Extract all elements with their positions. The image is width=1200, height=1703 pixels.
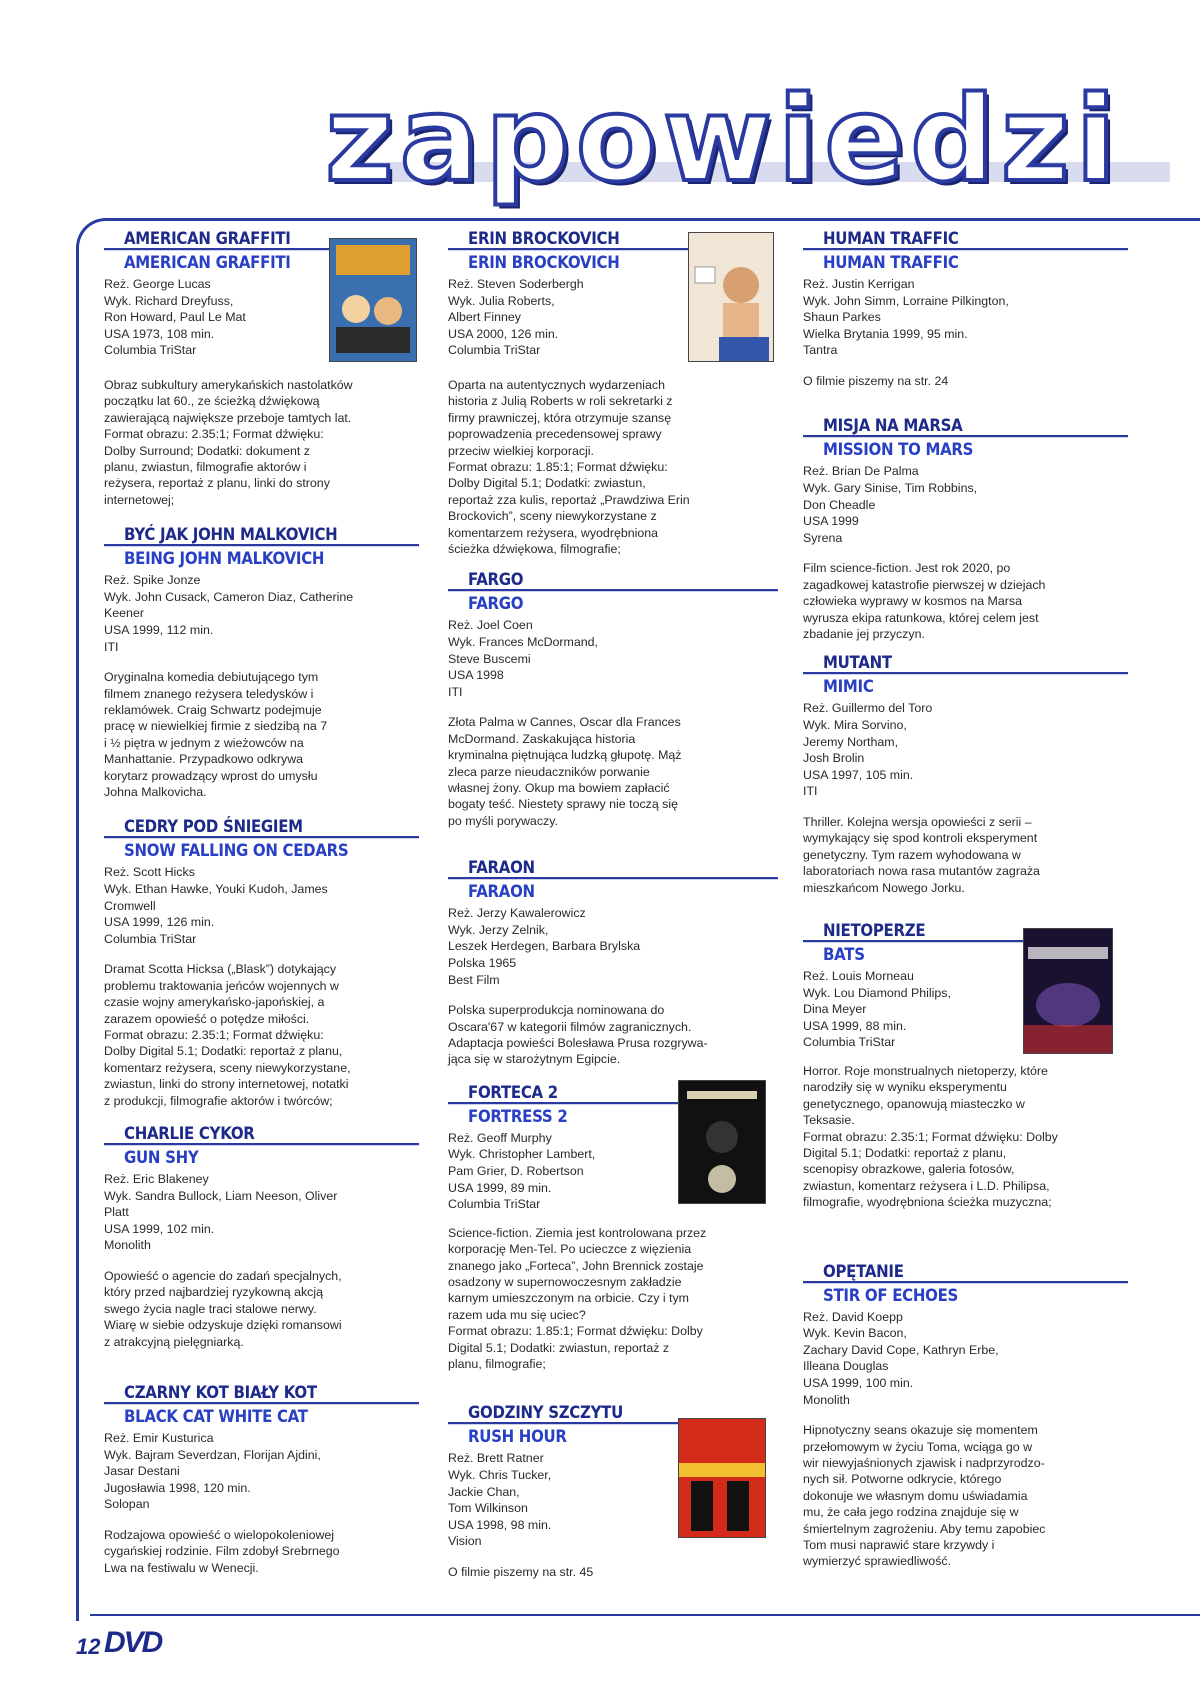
film-title-pl: AMERICAN GRAFFITI [124, 228, 291, 249]
film-entry-fortress-2 [448, 1080, 668, 1213]
film-credits: Reż. Jerzy Kawalerowicz Wyk. Jerzy Zelnik, Leszek Herdegen, Barbara Brylska Polska 1965 Best Film [448, 906, 641, 987]
film-description: Rodzajowa opowieść o wielopokoleniowej cygańskiej rodzinie. Film zdobył Srebrnego Lwa na festiwalu w Wenecji. [104, 1528, 340, 1575]
film-title-pl: OPĘTANIE [823, 1260, 904, 1281]
film-entry-gun-shy [104, 1121, 419, 1350]
film-description: Oparta na autentycznych wydarzeniach historia z Julią Roberts w roli sekretarki z firmy prawniczej, która otrzymuje szansę poprowadzenia precedensowej sprawy przeciw wielkiej korporacji. Format obrazu: 1.85:1; Format dźwięku: Dolby Digital 5.1; Dodatki: zwiastun, reportaż zza kulis, reportaż „Prawdziwa Erin Brockovich”, sceny niewykorzystane z komentarzem reżysera, wyodrębniona ścieżka dźwiękowa, filmografie; [448, 377, 690, 557]
film-credits: Reż. Steven Soderbergh Wyk. Julia Roberts, Albert Finney USA 2000, 126 min. Columbia TriStar [448, 277, 584, 358]
film-credits: Reż. David Koepp Wyk. Kevin Bacon, Zachary David Cope, Kathryn Erbe, Illeana Douglas USA 1999, 100 min. Monolith [803, 1309, 999, 1407]
film-title-pl: MUTANT [823, 652, 892, 673]
film-title-pl: FARGO [468, 569, 524, 590]
film-title-pl: HUMAN TRAFFIC [823, 228, 959, 249]
film-description: Thriller. Kolejna wersja opowieści z serii – wymykający się spod kontroli eksperyment genetyczny. Tym razem wyhodowana w laboratoriach nowa rasa mutantów zagraża mieszkańcom Nowego Jorku. [803, 814, 1040, 895]
film-credits: Reż. Guillermo del Toro Wyk. Mira Sorvino, Jeremy Northam, Josh Brolin USA 1997, 105 min. ITI [803, 701, 933, 799]
film-credits: Reż. Scott Hicks Wyk. Ethan Hawke, Youki Kudoh, James Cromwell USA 1999, 126 min. Columbia TriStar [104, 865, 328, 946]
column-1 [104, 226, 419, 1576]
film-entry-erin-brockovich [448, 226, 688, 359]
film-title-original: RUSH HOUR [448, 1422, 688, 1449]
film-desc-fortress-2 [448, 1225, 778, 1373]
film-desc-american-graffiti [104, 377, 419, 508]
film-entry-black-cat-white-cat [104, 1380, 419, 1576]
film-title-original: AMERICAN GRAFFITI [104, 248, 339, 275]
film-title-original: FARGO [448, 589, 778, 616]
film-entry-bats [803, 918, 1013, 1051]
page-title: zapowiedzi [325, 70, 1122, 208]
film-entry-american-graffiti [104, 226, 319, 359]
film-entry-rush-hour [448, 1400, 668, 1580]
film-description: Polska superprodukcja nominowana do Oscara'67 w kategorii filmów zagranicznych. Adaptacja powieści Bolesława Prusa rozgrywa- jąca się w starożytnym Egipcie. [448, 1003, 708, 1067]
dvd-cover-fortress-2 [678, 1080, 766, 1204]
film-credits: Reż. Brett Ratner Wyk. Chris Tucker, Jackie Chan, Tom Wilkinson USA 1998, 98 min. Vision [448, 1451, 552, 1549]
film-credits: Reż. Geoff Murphy Wyk. Christopher Lambert, Pam Grier, D. Robertson USA 1999, 89 min. Columbia TriStar [448, 1130, 596, 1212]
bats-block [803, 918, 1128, 1211]
film-credits: Reż. Justin Kerrigan Wyk. John Simm, Lorraine Pilkington, Shaun Parkes Wielka Brytania 1999, 95 min. Tantra [803, 277, 1009, 358]
film-title-original: MIMIC [803, 672, 1128, 699]
film-title-original: SNOW FALLING ON CEDARS [104, 836, 419, 863]
film-title-pl: MISJA NA MARSA [823, 415, 963, 436]
film-entry-stir-of-echoes [803, 1259, 1128, 1570]
dvd-cover-rush-hour [678, 1418, 766, 1538]
film-description: Obraz subkultury amerykańskich nastolatków początku lat 60., ze ścieżką dźwiękową zawierającą największe przeboje tamtych lat. Format obrazu: 2.35:1; Format dźwięku: Dolby Surround; Dodatki: dokument z planu, zwiastun, filmografie aktorów i reżysera, reportaż z planu, linki do strony internetowej; [104, 377, 353, 507]
film-entry-fargo [448, 567, 778, 829]
film-title-original: BLACK CAT WHITE CAT [104, 1402, 419, 1429]
film-description: Film science-fiction. Jest rok 2020, po zagadkowej katastrofie pierwszej w dziejach człowieka wyprawy w kosmos na Marsa wyrusza ekipa ratunkowa, której celem jest zbadanie jej przyczyn. [803, 561, 1046, 641]
film-description: Science-fiction. Ziemia jest kontrolowana przez korporację Men-Tel. Po ucieczce z więzienia znanego jako „Forteca”, John Brennick zostaje osadzony w supernowoczesnym zakładzie karnym umieszczonym na orbicie. Czy i tym razem uda mu się uciec? Format obrazu: 1.85:1; Format dźwięku: Dolby Digital 5.1; Dodatki: zwiastun, reportaż z planu, filmografie; [448, 1225, 707, 1372]
page-number: 12 [76, 1634, 101, 1659]
film-entry-faraon [448, 855, 778, 1068]
film-credits: Reż. Joel Coen Wyk. Frances McDormand, Steve Buscemi USA 1998 ITI [448, 618, 598, 699]
film-title-pl: BYĆ JAK JOHN MALKOVICH [124, 524, 338, 545]
film-description: Hipnotyczny seans okazuje się momentem przełomowym w życiu Toma, wciąga go w wir niewyjaśnionych zjawisk i nadprzyrodzo- nych sił. Potworne odkrycie, którego dokonuje we własnym domu uświadamia mu, że cała jego rodzina znajduje się w śmiertelnym zagrożeniu. Aby temu zapobiec Tom musi naprawić stare krzywdy i wymierzyć sprawiedliwość. [803, 1423, 1046, 1569]
film-title-original: MISSION TO MARS [803, 435, 1128, 462]
film-entry-mimic [803, 650, 1128, 896]
film-description: O filmie piszemy na str. 24 [803, 373, 949, 388]
rush-hour-block [448, 1400, 778, 1580]
film-description: Oryginalna komedia debiutującego tym filmem znanego reżysera teledysków i reklamówek. Craig Schwartz podejmuje pracę w niewielkiej firmie z siedzibą na 7 i ½ piętra w jednym z wieżowców na Manhattanie. Przypadkowo odkrywa korytarz prowadzący wprost do umysłu Johna Malkovicha. [104, 670, 328, 800]
film-desc-bats [803, 1063, 1128, 1211]
film-credits: Reż. Louis Morneau Wyk. Lou Diamond Philips, Dina Meyer USA 1999, 88 min. Columbia TriStar [803, 968, 951, 1050]
film-title-original: STIR OF ECHOES [803, 1281, 1128, 1308]
film-credits: Reż. Emir Kusturica Wyk. Bajram Severdzan, Florijan Ajdini, Jasar Destani Jugosławia 1998, 120 min. Solopan [104, 1431, 321, 1512]
frame-bottom-rule [90, 1614, 1200, 1616]
film-entry-being-john-malkovich [104, 522, 419, 800]
film-title-original: FARAON [448, 877, 778, 904]
film-description: Opowieść o agencie do zadań specjalnych, który przed najbardziej ryzykowną akcją swego życia nagle traci stalowe nerwy. Wiarę w siebie odzyskuje dzięki romansowi z atrakcyjną pielęgniarką. [104, 1269, 342, 1349]
film-title-original: FORTRESS 2 [448, 1102, 688, 1129]
film-title-pl: GODZINY SZCZYTU [468, 1402, 623, 1423]
dvd-cover-bats [1023, 928, 1113, 1054]
dvd-logo: DVD [104, 1626, 162, 1659]
film-credits: Reż. Brian De Palma Wyk. Gary Sinise, Tim Robbins, Don Cheadle USA 1999 Syrena [803, 464, 978, 545]
film-credits: Reż. George Lucas Wyk. Richard Dreyfuss, Ron Howard, Paul Le Mat USA 1973, 108 min. Columbia TriStar [104, 277, 246, 358]
film-title-original: BATS [803, 940, 1033, 967]
film-title-original: BEING JOHN MALKOVICH [104, 544, 419, 571]
film-entry-snow-falling-on-cedars [104, 814, 419, 1109]
film-title-pl: FORTECA 2 [468, 1082, 558, 1103]
film-title-pl: CEDRY POD ŚNIEGIEM [124, 816, 303, 837]
film-title-pl: FARAON [468, 857, 535, 878]
dvd-cover-american-graffiti [329, 238, 417, 362]
film-description: Dramat Scotta Hicksa („Blask”) dotykający problemu traktowania jeńców wojennych w czasie wojny amerykańsko-japońskiej, a zarazem opowieść o potędze miłości. Format obrazu: 2.35:1; Format dźwięku: Dolby Digital 5.1; Dodatki: reportaż z planu, komentarz reżysera, sceny niewykorzystane, zwiastun, linki do strony internetowej, notatki z produkcji, filmografie aktorów i twórców; [104, 962, 351, 1108]
film-description: Złota Palma w Cannes, Oscar dla Frances McDormand. Zaskakująca historia kryminalna piętnująca ludzką głupotę. Mąż zleca parze nieudaczników porwanie własnej żony. Okup ma bowiem zapłacić bogaty teść. Niestety sprawy nie toczą się po myśli porywaczy. [448, 715, 682, 828]
film-credits: Reż. Eric Blakeney Wyk. Sandra Bullock, Liam Neeson, Oliver Platt USA 1999, 102 min. Monolith [104, 1172, 338, 1253]
film-title-original: ERIN BROCKOVICH [448, 248, 708, 275]
film-title-original: HUMAN TRAFFIC [803, 248, 1128, 275]
film-title-original: GUN SHY [104, 1143, 419, 1170]
film-entry-human-traffic [803, 226, 1128, 389]
film-title-pl: CZARNY KOT BIAŁY KOT [124, 1382, 317, 1403]
column-3 [803, 226, 1128, 1570]
film-title-pl: ERIN BROCKOVICH [468, 228, 620, 249]
film-description: Horror. Roje monstrualnych nietoperzy, które narodziły się w wyniku eksperymentu genetycznego, opanowują miasteczko w Teksasie. Format obrazu: 2.35:1; Format dźwięku: Dolby Digital 5.1; Dodatki: reportaż z planu, scenopisy obrazkowe, galeria fotosów, zwiastun, komentarz reżysera i L.D. Philipsa, filmografie, wyodrębniona ścieżka muzyczna; [803, 1063, 1058, 1210]
film-entry-mission-to-mars [803, 413, 1128, 642]
dvd-cover-erin-brockovich [688, 232, 774, 362]
film-title-pl: NIETOPERZE [823, 920, 926, 941]
column-2 [448, 226, 778, 1580]
film-title-pl: CHARLIE CYKOR [124, 1123, 255, 1144]
film-credits: Reż. Spike Jonze Wyk. John Cusack, Cameron Diaz, Catherine Keener USA 1999, 112 min. ITI [104, 573, 354, 654]
film-desc-erin-brockovich [448, 377, 778, 557]
fortress-2-block [448, 1080, 778, 1373]
film-description: O filmie piszemy na str. 45 [448, 1565, 594, 1580]
